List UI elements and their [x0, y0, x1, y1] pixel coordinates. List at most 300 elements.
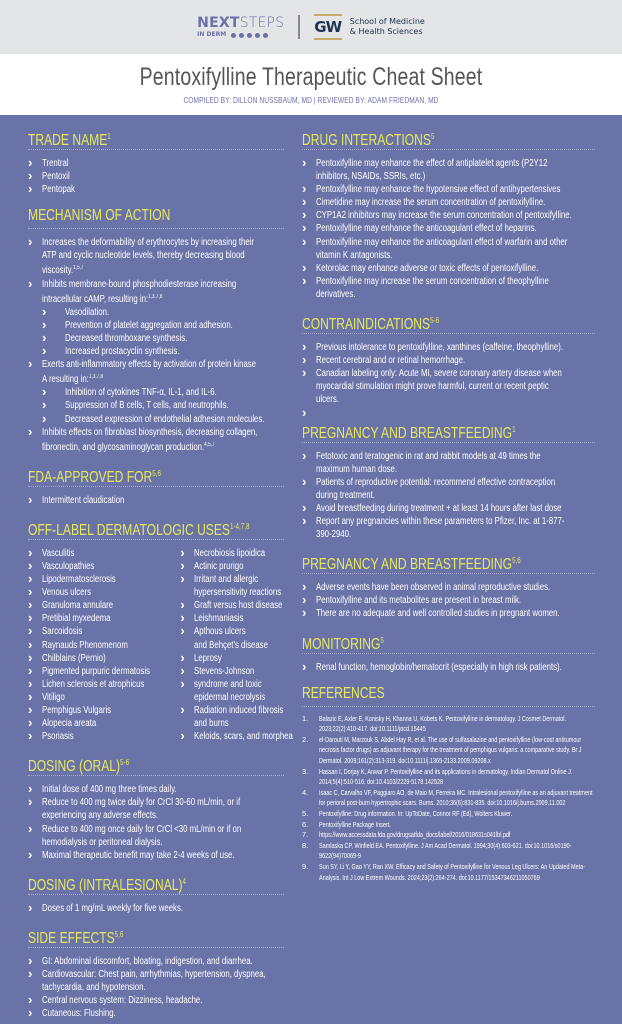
list-item	[28, 955, 284, 968]
item-text: Prevention of platelet aggregation and adhesion.	[65, 319, 233, 331]
item-text: Trentral	[42, 158, 69, 169]
list-item	[28, 665, 180, 678]
item-text: Pentoxifylline and its metabolites are present in breast milk.	[316, 595, 522, 607]
item-text: hemodialysis or peritoneal dialysis.	[42, 836, 163, 848]
section-header	[28, 753, 284, 776]
list-item-text	[194, 573, 258, 586]
item-text: A resulting in:	[42, 374, 89, 386]
item-text: Central nervous system: Dizziness, headache.	[42, 995, 203, 1007]
list-item-text	[42, 704, 111, 717]
bullet-list	[28, 902, 284, 915]
list-item	[28, 783, 284, 796]
item-text: Suppression of B cells, T cells, and neutrophils.	[65, 400, 229, 412]
list-item-text	[316, 463, 397, 476]
list-item-text	[316, 209, 572, 222]
bullet-list	[28, 236, 284, 454]
sub-list-item	[28, 399, 284, 412]
list-item	[28, 678, 180, 691]
reference-text: Balazic E, Axler E, Konisky H, Khanna U, Kobets K. Pentoxifylline in dermatology. J Cosmet Dermatol.	[319, 713, 567, 723]
list-item-text	[42, 262, 83, 277]
reference-text: https://www.accessdata.fda.gov/drugsatfda_docs/label/2016/018631s041lbl.pdf	[319, 830, 511, 840]
list-item-text	[42, 371, 103, 386]
list-item	[302, 275, 595, 288]
section-title-text: OFF-LABEL DERMATOLOGIC USES	[28, 521, 230, 539]
item-text: Inhibits effects on fibroblast biosynthesis, decreasing collagen,	[42, 426, 258, 438]
section-title-text: PREGNANCY AND BREASTFEEDING	[302, 556, 513, 574]
citation-superscript: 1,3,7,8	[148, 293, 163, 300]
citation-superscript: 1,3,7,8	[88, 374, 104, 381]
section-header	[28, 872, 284, 895]
list-item-text	[65, 386, 217, 399]
dot-icon	[239, 33, 244, 38]
list-item-text	[42, 955, 253, 968]
list-item	[302, 209, 595, 222]
item-text: Patients of reproductive potential: recommend effective contraception	[316, 476, 556, 488]
list-item-text	[194, 652, 222, 665]
section-contraindications	[302, 311, 595, 420]
page-title: Pentoxifylline Therapeutic Cheat Sheet	[139, 63, 483, 91]
reference-text: Dermatol. 2009;161(2):313-319. doi:10.1111/j.1365-2133.2009.09208.x	[319, 756, 491, 765]
list-item-continuation	[28, 249, 284, 262]
page-subtitle: COMPILED BY: DILLON NUSSBAUM, MD | REVIEWED BY: ADAM FRIEDMAN, MD	[183, 95, 439, 105]
item-text: Pentopak	[42, 184, 75, 196]
item-text: intracellular cAMP, resulting in:	[42, 293, 149, 305]
list-item-text	[316, 476, 555, 489]
dot-icon	[247, 33, 252, 38]
reference-item	[302, 862, 595, 873]
bullet-list	[28, 783, 284, 862]
sub-list-item	[28, 345, 284, 358]
list-item-text	[316, 236, 567, 249]
section-header	[302, 127, 595, 150]
citation-superscript: 5	[380, 635, 384, 645]
list-item-text	[42, 573, 116, 586]
section-mechanism	[28, 206, 284, 454]
list-item	[28, 849, 284, 862]
list-item-text	[316, 275, 549, 288]
reference-text: Isaac C, Carvalho VF, Paggiaro AO, de Maio M, Ferreira MC. Intralesional pentoxifylline as an adjuvant treatment	[319, 787, 593, 797]
list-item-text	[316, 581, 550, 594]
item-text: and burns	[194, 718, 230, 730]
list-item-text	[316, 288, 355, 301]
list-item-continuation	[302, 489, 595, 502]
item-text: Irritant and allergic	[194, 574, 259, 586]
list-item-text	[65, 345, 179, 358]
list-item-text	[42, 358, 256, 371]
reference-continuation	[302, 798, 595, 809]
item-text: Adverse events have been observed in animal reproductive studies.	[316, 582, 551, 594]
list-item	[28, 1007, 284, 1020]
bullet-list	[28, 547, 180, 743]
section-header	[28, 517, 284, 540]
section-header	[302, 631, 595, 654]
item-text: Vasculopathies	[42, 560, 95, 572]
item-text: tachycardia, and hypotension.	[42, 982, 146, 994]
item-text: Pigmented purpuric dermatosis	[42, 665, 150, 677]
list-item	[28, 494, 284, 507]
list-item-continuation	[302, 463, 595, 476]
section-title-text: TRADE NAME	[28, 132, 108, 149]
list-item-text	[316, 354, 465, 367]
list-item-continuation	[28, 262, 284, 277]
section-title-text: MONITORING	[302, 635, 381, 653]
item-text: Intermittent claudication	[42, 494, 125, 506]
list-item-text	[42, 625, 82, 638]
item-text: inhibitors, NSAIDs, SSRIs, etc.)	[316, 171, 426, 183]
item-text: Pentoxifylline may enhance the anticoagulant effect of heparins.	[316, 223, 537, 235]
section-header	[302, 684, 595, 707]
list-item-text	[42, 599, 113, 612]
list-item-text	[42, 981, 146, 994]
list-item	[302, 262, 595, 275]
item-text: Pentoxifylline may increase the serum concentration of theophylline	[316, 275, 549, 287]
section-title	[28, 872, 186, 895]
citation-superscript: 1	[512, 424, 516, 434]
list-item-text	[42, 652, 106, 665]
section-title	[302, 127, 434, 150]
item-text: during treatment.	[316, 489, 375, 501]
reference-item	[302, 714, 595, 725]
citation-superscript: 5-6	[120, 758, 130, 768]
list-item-text	[316, 222, 537, 235]
reference-number: 8.	[302, 840, 309, 850]
section-trade-name	[28, 127, 284, 196]
list-item-text	[42, 494, 124, 507]
item-text: Canadian labeling only: Acute MI, severe coronary artery disease when	[316, 368, 562, 380]
list-item	[28, 994, 284, 1007]
section-title	[28, 925, 123, 948]
list-item-continuation	[302, 170, 595, 183]
list-item	[302, 341, 595, 354]
gw-school-line2: & Health Sciences	[349, 27, 423, 36]
item-text: Keloids, scars, and morphea	[194, 731, 294, 743]
reference-continuation	[302, 777, 595, 788]
list-item	[302, 581, 595, 594]
section-header	[302, 551, 595, 574]
list-item-text	[42, 439, 215, 454]
list-item-text	[42, 426, 257, 439]
section-header	[302, 420, 595, 443]
item-text: Pentoxifylline may enhance the anticoagulant effect of warfarin and other	[316, 236, 568, 248]
item-text: Increases the deformability of erythrocytes by increasing their	[42, 237, 255, 249]
list-item-text	[194, 665, 254, 678]
nextsteps-logo	[197, 16, 284, 38]
item-text: Pentoxifylline may enhance the hypotensive effect of antihypertensives	[316, 184, 561, 196]
item-text: There are no adequate and well controlled studies in pregnant women.	[316, 608, 560, 620]
list-item	[302, 661, 595, 674]
logo-in-derm: IN DERM	[197, 31, 227, 38]
item-text: experiencing any adverse effects.	[42, 810, 159, 822]
citation-superscript: 5,6	[512, 556, 521, 566]
citation-superscript: 5,6	[152, 468, 161, 478]
list-item	[28, 236, 284, 249]
list-item-text	[42, 849, 235, 862]
section-title	[28, 464, 161, 487]
citation-superscript: 4,5,7	[204, 441, 215, 448]
list-item-text	[42, 968, 266, 981]
item-text: Lichen sclerosis et atrophicus	[42, 678, 145, 690]
citation-superscript: 5-6	[430, 316, 440, 326]
list-item-text	[42, 836, 163, 849]
list-item-text	[42, 278, 236, 291]
citation-superscript: 5	[430, 132, 435, 141]
list-item	[28, 599, 180, 612]
item-text: Radiation induced fibrosis	[194, 705, 284, 716]
section-header	[28, 127, 284, 150]
logo-steps: STEPS	[239, 15, 285, 31]
item-text: Stevens-Johnson	[194, 665, 255, 677]
logo-divider	[298, 15, 300, 39]
item-text: Inhibits membrane-bound phosphodiesterase increasing	[42, 278, 237, 290]
list-item-continuation	[302, 249, 595, 262]
section-title	[302, 311, 439, 334]
citation-superscript: 1	[107, 132, 111, 141]
list-item-continuation	[302, 528, 595, 541]
section-title-text: DOSING (INTRALESIONAL)	[28, 876, 183, 894]
list-item-text	[316, 183, 560, 196]
bullet-list	[28, 157, 284, 196]
section-monitoring	[302, 631, 595, 674]
list-item	[302, 157, 595, 170]
gw-logo	[314, 14, 425, 40]
item-text: Recent cerebral and or retinal hemorrhage.	[316, 355, 466, 367]
list-item-text	[42, 691, 65, 704]
list-item	[28, 730, 180, 743]
list-item-continuation	[28, 836, 284, 849]
list-item	[302, 222, 595, 235]
list-item-text	[194, 560, 243, 573]
list-item	[28, 652, 180, 665]
reference-number: 2.	[302, 734, 309, 744]
section-header	[28, 206, 284, 229]
list-item	[28, 278, 284, 291]
item-text: Chilblains (Pernio)	[42, 652, 106, 664]
item-text: Decreased thromboxane synthesis.	[65, 332, 188, 344]
list-item-text	[42, 678, 144, 691]
item-text: Fetotoxic and teratogenic in rat and rabbit models at 49 times the	[316, 450, 541, 462]
section-title	[302, 631, 384, 654]
list-item	[302, 354, 595, 367]
section-off-label	[28, 517, 294, 743]
list-item	[28, 547, 180, 560]
item-text: Inhibition of cytokines TNF-α, IL-1, and IL-6.	[65, 387, 217, 399]
reference-text: Pentoxifylline Package Insert.	[319, 819, 391, 829]
item-text: viscosity.	[42, 265, 74, 277]
section-header	[302, 311, 595, 334]
item-text: Raynauds Phenomenom	[42, 639, 128, 651]
reference-number: 3.	[302, 766, 309, 776]
item-text: Necrobiosis lipoidica	[194, 547, 266, 559]
section-pregnancy-1	[302, 420, 595, 542]
reference-number: 1.	[302, 713, 309, 723]
item-text: ATP and cyclic nucleotide levels, thereby decreasing blood	[42, 250, 245, 262]
list-item-text	[42, 612, 110, 625]
list-item-text	[42, 717, 96, 730]
reference-number: 5.	[302, 808, 309, 818]
item-text: CYP1A2 inhibitors may increase the serum concentration of pentoxifylline.	[316, 210, 572, 222]
list-item	[28, 573, 180, 586]
list-item-continuation	[302, 288, 595, 301]
item-text: Vasodilation.	[65, 306, 110, 318]
list-item-text	[42, 249, 245, 262]
reference-number: 9.	[302, 861, 309, 871]
item-text: Doses of 1 mg/mL weekly for five weeks.	[42, 902, 184, 914]
item-text: derivatives.	[316, 288, 356, 300]
reference-text: 2014;5(4):510-516. doi:10.4103/2229-5178.142528	[319, 777, 444, 787]
bullet-list	[302, 450, 595, 542]
list-item-continuation	[302, 393, 595, 406]
item-text: Alopecia areata	[42, 718, 97, 730]
reference-number: 7.	[302, 830, 309, 840]
reference-continuation	[302, 745, 595, 756]
list-item-text	[194, 717, 229, 730]
list-item-text	[194, 691, 265, 704]
list-item-text	[316, 502, 561, 515]
reference-text: Pentoxifylline: Drug information. In: UpToDate, Connor RF (Ed), Wolters Kluwer.	[319, 808, 513, 818]
list-item-continuation	[28, 371, 284, 386]
list-item-continuation	[28, 439, 284, 454]
item-text: Cimetidine may increase the serum concentration of pentoxifylline.	[316, 197, 546, 209]
reference-list	[302, 714, 595, 884]
item-text: Ketorolac may enhance adverse or toxic effects of pentoxifylline.	[316, 262, 539, 274]
item-text: Avoid breastfeeding during treatment + at least 14 hours after last dose	[316, 502, 562, 514]
list-item-text	[316, 196, 545, 209]
reference-item	[302, 788, 595, 799]
list-item-text	[316, 515, 564, 528]
list-item-text	[42, 639, 128, 652]
item-text: maximum human dose.	[316, 463, 398, 475]
item-text: 390-2940.	[316, 529, 352, 541]
reference-continuation	[302, 851, 595, 862]
item-text: Pentoxil	[42, 171, 70, 183]
list-item-text	[316, 367, 562, 380]
list-item-continuation	[28, 291, 284, 306]
list-item-text	[42, 170, 70, 183]
logo-next: NEXT	[197, 15, 240, 31]
list-item-text	[194, 639, 268, 652]
citation-superscript: 5,6	[114, 929, 124, 939]
item-text: Reduce to 400 mg once daily for CrCl <30 mL/min or if on	[42, 823, 242, 835]
left-column	[0, 127, 300, 1024]
bullet-list	[28, 494, 284, 507]
list-item	[28, 625, 180, 638]
list-item-text	[42, 665, 150, 678]
item-text: Decreased expression of endothelial adhesion molecules.	[65, 413, 265, 425]
list-item-text	[316, 594, 521, 607]
list-item-continuation	[28, 809, 284, 822]
list-item-text	[42, 586, 91, 599]
list-item	[28, 796, 284, 809]
gw-school-line1: School of Medicine	[349, 16, 425, 26]
section-dosing-oral	[28, 753, 284, 862]
list-item-text	[316, 170, 425, 183]
list-item	[28, 586, 180, 599]
item-text: Pentoxifylline may enhance the effect of antiplatelet agents (P2Y12	[316, 158, 548, 169]
title-area	[0, 54, 622, 115]
list-item	[28, 426, 284, 439]
section-header	[28, 925, 284, 948]
item-text: and Behçet's disease	[194, 639, 269, 651]
reference-item	[302, 809, 595, 820]
dot-icon	[255, 33, 260, 38]
reference-item	[302, 767, 595, 778]
list-item-text	[316, 393, 339, 406]
list-item	[28, 717, 180, 730]
reference-text: el-Darouti M, Marzouk S, Abdel Hay R, et al. The use of sulfasalazine and pentoxifylline (low-cost antitumour	[319, 734, 582, 744]
reference-item	[302, 735, 595, 746]
list-item	[28, 902, 284, 915]
item-text: Initial dose of 400 mg three times daily.	[42, 784, 177, 796]
list-item-text	[194, 547, 265, 560]
section-dosing-intralesional	[28, 872, 284, 915]
list-item	[302, 367, 595, 380]
section-title-text: DRUG INTERACTIONS	[302, 132, 431, 149]
list-item-text	[194, 612, 243, 625]
reference-item	[302, 820, 595, 831]
citation-superscript: 1-4,7,8	[229, 521, 250, 531]
list-item-text	[42, 157, 69, 170]
item-text: Vitiligo	[42, 691, 65, 703]
item-text: Leishmaniasis	[194, 613, 244, 625]
list-item-text	[65, 413, 264, 426]
list-item-text	[42, 236, 254, 249]
item-text: Graft versus host disease	[194, 600, 283, 612]
list-item	[302, 607, 595, 620]
list-item-text	[42, 560, 94, 573]
item-text: Exerts anti-inflammatory effects by activation of protein kinase	[42, 359, 257, 371]
list-item-text	[65, 306, 109, 319]
list-item-text	[42, 183, 75, 196]
list-item	[28, 691, 180, 704]
section-side-effects	[28, 925, 284, 1020]
item-text: Increased prostacyclin synthesis.	[65, 346, 180, 358]
list-item	[302, 502, 595, 515]
list-item	[28, 704, 180, 717]
bullet-list	[302, 581, 595, 620]
list-item	[302, 594, 595, 607]
dot-icon	[231, 33, 236, 38]
list-item	[302, 450, 595, 463]
logo-bar	[0, 0, 622, 54]
section-fda-approved	[28, 464, 284, 507]
list-item-text	[194, 730, 293, 743]
item-text: Sarcoidosis	[42, 626, 83, 638]
list-item	[302, 196, 595, 209]
list-item-text	[194, 678, 262, 691]
list-item	[302, 407, 595, 420]
sub-list-item	[28, 413, 284, 426]
two-column-list	[28, 547, 294, 743]
section-title-text: PREGNANCY AND BREASTFEEDING	[302, 424, 513, 442]
reference-text: Hassan I, Dorjay K, Anwar P. Pentoxifylline and its applications in dermatology. Indian Dermatol Online J.	[319, 766, 573, 776]
list-item-text	[42, 823, 241, 836]
reference-text: 2023;22(2):410-417. doi:10.1111/jocd.15445	[319, 724, 426, 734]
item-text: syndrome and toxic	[194, 678, 263, 690]
list-item-text	[42, 783, 177, 796]
list-item-text	[65, 399, 229, 412]
reference-text: 9622(94)70069-9	[319, 851, 361, 861]
list-item	[302, 476, 595, 489]
item-text: Reduce to 400 mg twice daily for CrCl 30-60 mL/min, or if	[42, 797, 241, 809]
list-item	[28, 170, 284, 183]
section-title-text: MECHANISM OF ACTION	[28, 207, 171, 225]
right-column	[300, 127, 622, 1024]
list-item-text	[42, 1007, 116, 1020]
item-text: vitamin K antagonists.	[316, 249, 393, 261]
list-item	[28, 183, 284, 196]
list-item-text	[316, 450, 541, 463]
list-item-text	[194, 625, 246, 638]
